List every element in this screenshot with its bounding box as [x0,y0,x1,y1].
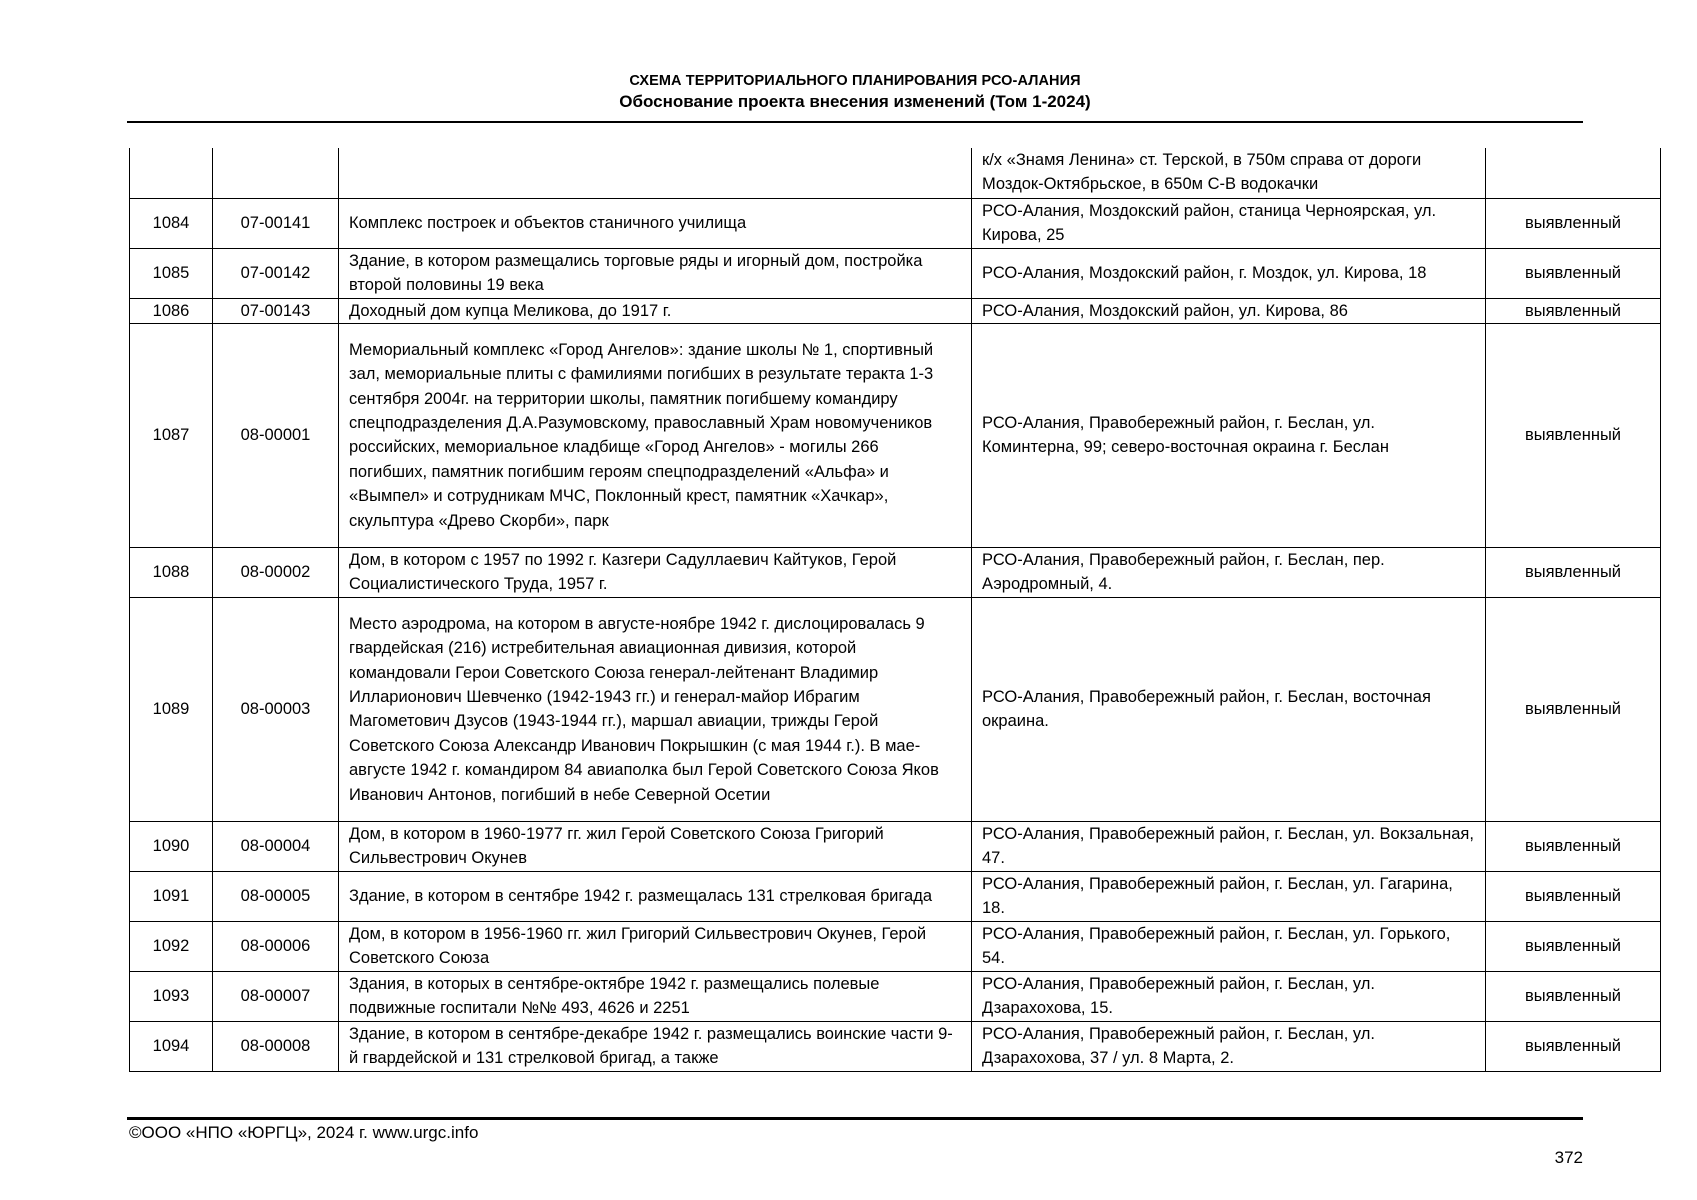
registry-code: 08-00002 [213,547,339,597]
row-number: 1087 [130,323,213,547]
registry-code: 08-00006 [213,921,339,971]
object-status: выявленный [1486,597,1661,821]
table-row [130,148,1661,198]
registry-code: 08-00003 [213,597,339,821]
registry-code [213,148,339,198]
object-name: Дом, в котором в 1956-1960 гг. жил Григорий Сильвестрович Окунев, Герой Советского Союза [339,921,972,971]
object-address: РСО-Алания, Правобережный район, г. Беслан, ул. Вокзальная, 47. [972,821,1486,871]
object-status: выявленный [1486,971,1661,1021]
footer-divider [127,1117,1583,1120]
object-address: РСО-Алания, Правобережный район, г. Беслан, ул. Дзарахохова, 37 / ул. 8 Марта, 2. [972,1021,1486,1071]
row-number: 1093 [130,971,213,1021]
row-number: 1089 [130,597,213,821]
row-number: 1091 [130,871,213,921]
object-name: Комплекс построек и объектов станичного училища [339,198,972,248]
object-status: выявленный [1486,921,1661,971]
object-address: к/х «Знамя Ленина» ст. Терской, в 750м справа от дороги Моздок-Октябрьское, в 650м С-В водокачки [972,148,1486,198]
registry-code: 08-00005 [213,871,339,921]
table-row [130,871,1661,921]
table-row [130,323,1661,547]
row-number: 1086 [130,298,213,323]
object-name: Здания, в которых в сентябре-октябре 1942 г. размещались полевые подвижные госпитали №№ 493, 4626 и 2251 [339,971,972,1021]
object-status: выявленный [1486,821,1661,871]
object-address: РСО-Алания, Правобережный район, г. Беслан, ул. Дзарахохова, 15. [972,971,1486,1021]
row-number: 1092 [130,921,213,971]
object-status: выявленный [1486,1021,1661,1071]
object-address: РСО-Алания, Правобережный район, г. Беслан, пер. Аэродромный, 4. [972,547,1486,597]
table-row [130,597,1661,821]
object-name: Здание, в котором в сентябре-декабре 1942 г. размещались воинские части 9-й гвардейской и 131 стрелковой бригад, а также [339,1021,972,1071]
object-status: выявленный [1486,871,1661,921]
registry-code: 08-00004 [213,821,339,871]
object-status: выявленный [1486,198,1661,248]
row-number: 1085 [130,248,213,298]
object-address: РСО-Алания, Моздокский район, ул. Кирова, 86 [972,298,1486,323]
object-address: РСО-Алания, Моздокский район, станица Черноярская, ул. Кирова, 25 [972,198,1486,248]
registry-code: 07-00143 [213,298,339,323]
page-header [127,72,1583,113]
object-address: РСО-Алания, Моздокский район, г. Моздок, ул. Кирова, 18 [972,248,1486,298]
row-number [130,148,213,198]
table-row [130,547,1661,597]
table-row [130,921,1661,971]
object-name: Доходный дом купца Меликова, до 1917 г. [339,298,972,323]
registry-code: 08-00008 [213,1021,339,1071]
row-number: 1088 [130,547,213,597]
document-title: СХЕМА ТЕРРИТОРИАЛЬНОГО ПЛАНИРОВАНИЯ РСО-АЛАНИЯ [629,73,1081,89]
object-address: РСО-Алания, Правобережный район, г. Беслан, ул. Горького, 54. [972,921,1486,971]
object-name: Здание, в котором в сентябре 1942 г. размещалась 131 стрелковая бригада [339,871,972,921]
object-status: выявленный [1486,298,1661,323]
object-address: РСО-Алания, Правобережный район, г. Беслан, ул. Коминтерна, 99; северо-восточная окраина г. Беслан [972,323,1486,547]
heritage-register-table [129,148,1661,1072]
object-status: выявленный [1486,248,1661,298]
registry-code: 07-00141 [213,198,339,248]
object-name: Мемориальный комплекс «Город Ангелов»: здание школы № 1, спортивный зал, мемориальные плиты с фамилиями погибших в результате теракта 1-3 сентября 2004г. на территории школы, памятник погибшему командиру спецподразделения Д.А.Разумовскому, православный Храм новомучеников российских, мемориальное кладбище «Город Ангелов» - могилы 266 погибших, памятник погибшим героям спецподразделений «Альфа» и «Вымпел» и сотрудникам МЧС, Поклонный крест, памятник «Хачкар», скульптура «Древо Скорби», парк [339,323,972,547]
page-number: 372 [1554,1148,1583,1167]
object-name [339,148,972,198]
registry-code: 08-00007 [213,971,339,1021]
object-name: Место аэродрома, на котором в августе-ноябре 1942 г. дислоцировалась 9 гвардейская (216) истребительная авиационная дивизия, которой командовали Герои Советского Союза генерал-лейтенант Владимир Илларионович Шевченко (1942-1943 гг.) и генерал-майор Ибрагим Магометович Дзусов (1943-1944 гг.), маршал авиации, трижды Герой Советского Союза Александр Иванович Покрышкин (с мая 1944 г.). В мае-августе 1942 г. командиром 84 авиаполка был Герой Советского Союза Яков Иванович Антонов, погибший в небе Северной Осетии [339,597,972,821]
object-status: выявленный [1486,323,1661,547]
object-name: Здание, в котором размещались торговые ряды и игорный дом, постройка второй половины 19 века [339,248,972,298]
object-status [1486,148,1661,198]
object-name: Дом, в котором в 1960-1977 гг. жил Герой Советского Союза Григорий Сильвестрович Окунев [339,821,972,871]
document-subtitle: Обоснование проекта внесения изменений (Том 1-2024) [619,92,1091,111]
row-number: 1094 [130,1021,213,1071]
row-number: 1084 [130,198,213,248]
header-divider [127,121,1583,123]
table-row [130,1021,1661,1071]
table-row [130,198,1661,248]
registry-code: 08-00001 [213,323,339,547]
table-row [130,298,1661,323]
table-row [130,248,1661,298]
object-name: Дом, в котором с 1957 по 1992 г. Казгери Садуллаевич Кайтуков, Герой Социалистического Труда, 1957 г. [339,547,972,597]
object-address: РСО-Алания, Правобережный район, г. Беслан, ул. Гагарина, 18. [972,871,1486,921]
object-status: выявленный [1486,547,1661,597]
table-row [130,821,1661,871]
footer-copyright: ©ООО «НПО «ЮРГЦ», 2024 г. www.urgc.info [129,1123,479,1142]
table-row [130,971,1661,1021]
row-number: 1090 [130,821,213,871]
object-address: РСО-Алания, Правобережный район, г. Беслан, восточная окраина. [972,597,1486,821]
registry-code: 07-00142 [213,248,339,298]
